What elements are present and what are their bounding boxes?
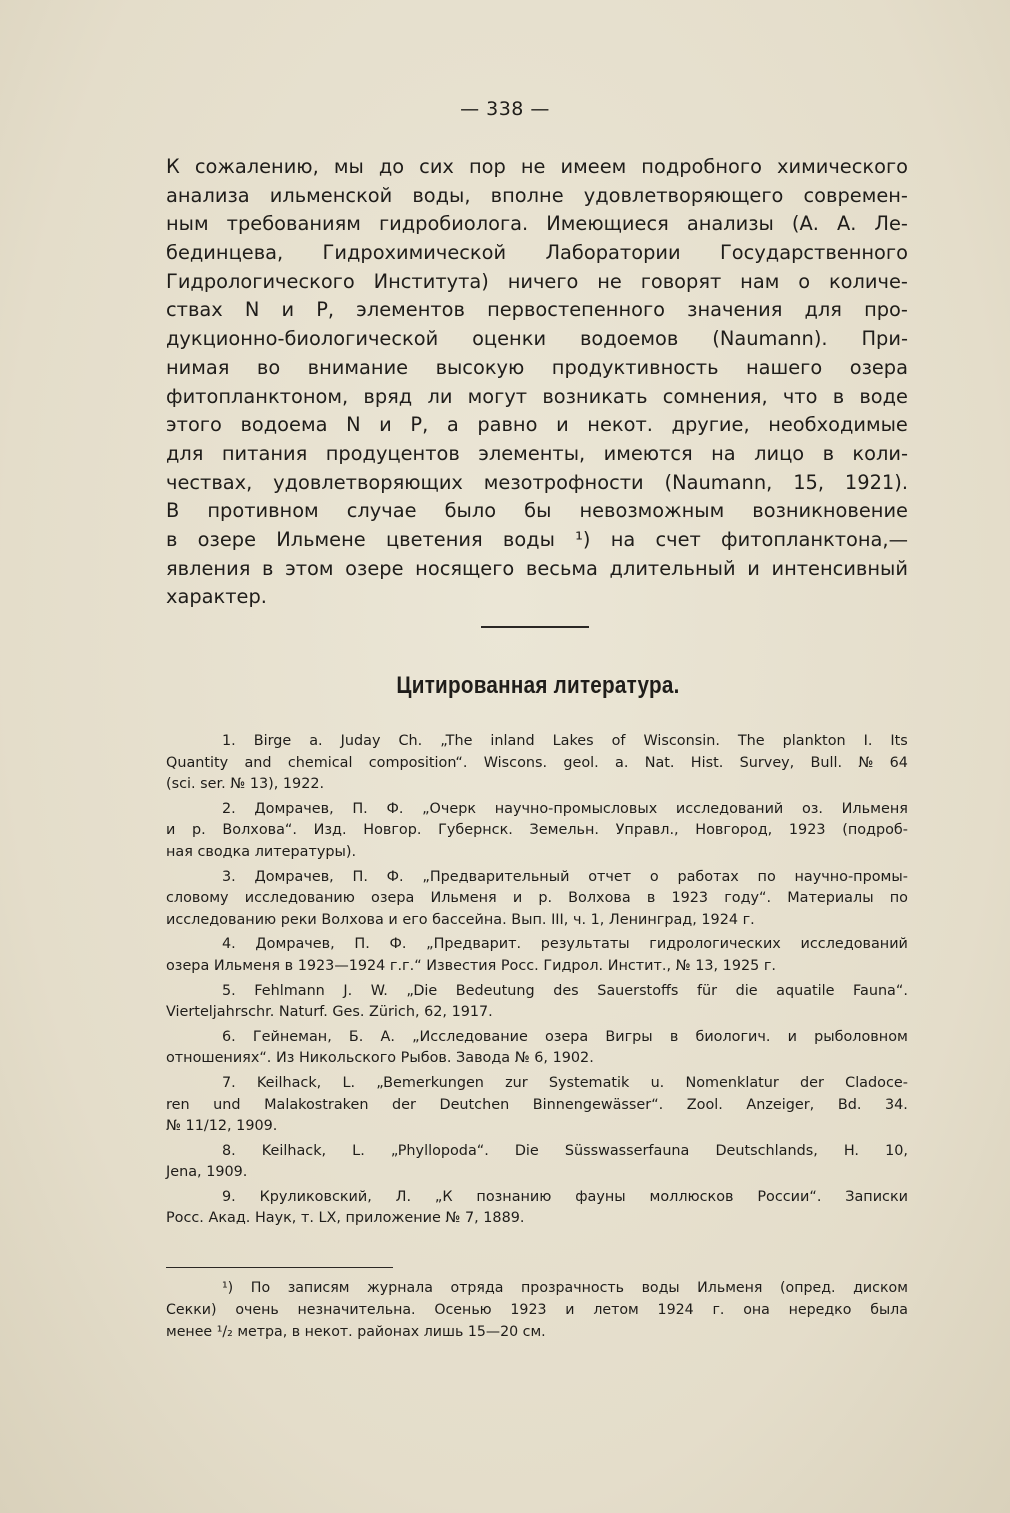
paragraph-line: фитопланктоном, вряд ли могут возникать сомнения, что в воде — [166, 384, 908, 408]
references-heading: Цитированная литература. — [396, 672, 680, 699]
reference-line: озера Ильменя в 1923—1924 г.г.“ Известия Росс. Гидрол. Инстит., № 13, 1925 г. — [166, 957, 777, 974]
reference-line: словому исследованию озера Ильменя и р. Волхова в 1923 году“. Материалы по — [166, 890, 908, 907]
reference-line: (sci. ser. № 13), 1922. — [166, 776, 325, 793]
paragraph-line: для питания продуцентов элементы, имеются на лицо в коли- — [166, 441, 908, 465]
reference-line: отношениях“. Из Никольского Рыбов. Завода № 6, 1902. — [166, 1050, 594, 1067]
reference-line: 6. Гейнеман, Б. А. „Исследование озера Вигры в биологич. и рыболовном — [222, 1028, 908, 1045]
reference-entry — [166, 731, 908, 796]
section-divider — [481, 626, 589, 628]
footnote-line: Секки) очень незначительна. Осенью 1923 и летом 1924 г. она нередко была — [166, 1301, 908, 1318]
paragraph-line: в озере Ильмене цветения воды ¹) на счет фитопланктона,— — [166, 527, 908, 551]
reference-entry — [166, 1073, 908, 1138]
footnote-divider — [166, 1267, 393, 1268]
reference-entry — [166, 1187, 908, 1230]
reference-entry — [166, 934, 908, 977]
reference-line: исследованию реки Волхова и его бассейна. Вып. III, ч. 1, Ленинград, 1924 г. — [166, 911, 755, 928]
reference-entry — [166, 981, 908, 1024]
reference-line: Jena, 1909. — [166, 1164, 248, 1181]
reference-line: 4. Домрачев, П. Ф. „Предварит. результаты гидрологических исследований — [222, 936, 908, 953]
reference-entry — [166, 867, 908, 932]
paragraph-line: В противном случае было бы невозможным возникновение — [166, 499, 908, 523]
reference-line: № 11/12, 1909. — [166, 1118, 278, 1135]
paragraph-line: дукционно-биологической оценки водоемов (Naumann). При- — [166, 327, 908, 351]
reference-line: 1. Birge a. Juday Ch. „The inland Lakes of Wisconsin. The plankton I. Its — [222, 733, 908, 749]
reference-line: 8. Keilhack, L. „Phyllopoda“. Die Süsswasserfauna Deutschlands, H. 10, — [222, 1142, 908, 1159]
reference-line: Quantity and chemical composition“. Wiscons. geol. a. Nat. Hist. Survey, Bull. № 64 — [166, 754, 908, 771]
paragraph-line: характер. — [166, 585, 267, 609]
paragraph-line: Гидрологического Института) ничего не говорят нам о количе- — [166, 269, 908, 293]
paragraph-line: бединцева, Гидрохимической Лаборатории Государственного — [166, 241, 908, 265]
reference-entry — [166, 1141, 908, 1184]
reference-line: 7. Keilhack, L. „Bemerkungen zur Systematik u. Nomenklatur der Cladoce- — [222, 1074, 908, 1091]
reference-line: и р. Волхова“. Изд. Новгор. Губернск. Земельн. Управл., Новгород, 1923 (подроб- — [166, 822, 908, 839]
reference-line: 3. Домрачев, П. Ф. „Предварительный отчет о работах по научно-промы- — [222, 868, 908, 885]
reference-line: ren und Malakostraken der Deutchen Binnengewässer“. Zool. Anzeiger, Bd. 34. — [166, 1096, 908, 1113]
paragraph-line: этого водоема N и P, а равно и некот. другие, необходимые — [166, 413, 908, 437]
footnote-line: ¹) По записям журнала отряда прозрачность воды Ильменя (опред. диском — [222, 1280, 908, 1296]
paragraph-line: анализа ильменской воды, вполне удовлетворяющего современ- — [166, 183, 908, 207]
reference-line: Vierteljahrschr. Naturf. Ges. Zürich, 62, 1917. — [166, 1004, 493, 1021]
reference-entry — [166, 1027, 908, 1070]
paragraph-line: ствах N и P, элементов первостепенного значения для про- — [166, 298, 908, 322]
reference-line: Росс. Акад. Наук, т. LX, приложение № 7, 1889. — [166, 1210, 525, 1227]
reference-entry — [166, 799, 908, 864]
paragraph-line: К сожалению, мы до сих пор не имеем подробного химического — [166, 155, 908, 178]
reference-line: 5. Fehlmann J. W. „Die Bedeutung des Sauerstoffs für die aquatile Fauna“. — [222, 982, 908, 999]
reference-line: ная сводка литературы). — [166, 843, 357, 860]
footnote — [166, 1278, 908, 1343]
reference-line: 9. Круликовский, Л. „К познанию фауны моллюсков России“. Записки — [222, 1188, 908, 1205]
references-list — [166, 731, 908, 1233]
paragraph-line: явления в этом озере носящего весьма длительный и интенсивный — [166, 556, 908, 580]
body-paragraph — [166, 153, 908, 612]
reference-line: 2. Домрачев, П. Ф. „Очерк научно-промысловых исследований оз. Ильменя — [222, 800, 908, 817]
paragraph-line: нимая во внимание высокую продуктивность нашего озера — [166, 355, 908, 379]
paragraph-line: ным требованиям гидробиолога. Имеющиеся анализы (А. А. Ле- — [166, 212, 908, 236]
page-number: — 338 — — [460, 98, 550, 120]
paragraph-line: чествах, удовлетворяющих мезотрофности (Naumann, 15, 1921). — [166, 470, 908, 494]
footnote-line: менее ¹/₂ метра, в некот. районах лишь 15—20 см. — [166, 1323, 546, 1340]
